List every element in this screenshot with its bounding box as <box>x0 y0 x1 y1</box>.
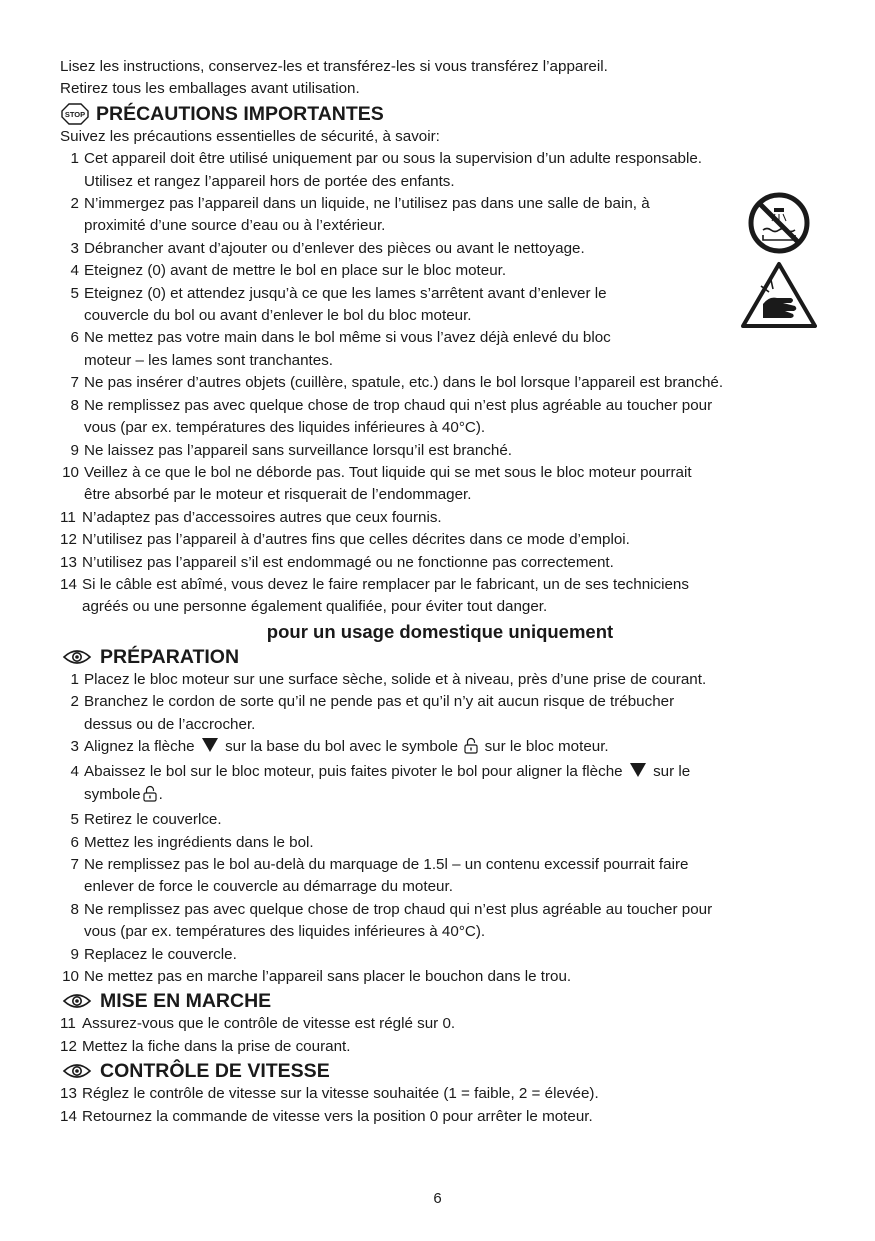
item-text: Replacez le couvercle. <box>84 945 237 963</box>
startup-heading <box>60 989 820 1013</box>
domestic-use-notice: pour un usage domestique uniquement <box>266 620 614 642</box>
preparation-heading <box>60 645 820 669</box>
item-text: Retournez la commande de vitesse vers la position 0 pour arrêter le moteur. <box>82 1107 593 1125</box>
item-text: dessus ou de l’accrocher. <box>84 715 256 733</box>
list-item <box>60 736 820 761</box>
eye-icon <box>60 646 94 668</box>
item-number: 6 <box>70 329 79 347</box>
item-text: Ne pas insérer d’autres objets (cuillère, spatule, etc.) dans le bol lorsque l’appareil est branché. <box>84 374 724 392</box>
item-number: 4 <box>70 262 79 280</box>
list-item-continued <box>60 484 820 506</box>
item-number: 1 <box>70 150 79 168</box>
item-number: 3 <box>70 737 79 755</box>
item-text: sur la base du bol avec le symbole <box>225 737 459 755</box>
manual-page <box>60 56 820 1128</box>
list-item-continued <box>60 171 820 193</box>
item-number: 2 <box>70 195 79 213</box>
list-item <box>60 283 820 305</box>
item-text: Mettez les ingrédients dans le bol. <box>84 833 314 851</box>
item-number: 7 <box>70 856 79 873</box>
item-text: agréés ou une personne également qualifiée, pour éviter tout danger. <box>82 598 548 616</box>
list-item <box>60 669 820 691</box>
eye-icon <box>60 990 94 1012</box>
item-number: 13 <box>60 1085 77 1103</box>
list-item <box>60 691 820 713</box>
list-item-continued <box>60 596 820 618</box>
item-text: Abaissez le bol sur le bloc moteur, puis faites pivoter le bol pour aligner la flèche <box>84 763 623 781</box>
item-number: 4 <box>70 763 79 781</box>
eye-icon <box>60 1060 94 1082</box>
list-item <box>60 1013 820 1035</box>
item-text: être absorbé par le moteur et risquerait de l’endommager. <box>84 486 472 504</box>
list-item <box>60 854 820 876</box>
item-number: 14 <box>60 575 77 593</box>
list-item-continued <box>60 305 820 327</box>
stop-icon-label: STOP <box>64 109 86 119</box>
item-number: 9 <box>70 441 79 459</box>
list-item <box>60 327 820 349</box>
item-text: Réglez le contrôle de vitesse sur la vitesse souhaitée (1 = faible, 2 = élevée). <box>82 1085 599 1103</box>
list-item-continued <box>60 417 820 439</box>
item-text: Assurez-vous que le contrôle de vitesse est réglé sur 0. <box>82 1015 456 1033</box>
item-number: 2 <box>70 693 79 711</box>
blade-warning-icon <box>743 264 815 326</box>
item-text: Placez le bloc moteur sur une surface sèche, solide et à niveau, près d’une prise de courant. <box>84 670 707 688</box>
item-text: Ne laissez pas l’appareil sans surveillance lorsqu’il est branché. <box>84 441 512 459</box>
list-item <box>60 1083 820 1105</box>
item-text: Alignez la flèche <box>84 737 195 755</box>
item-text: Ne remplissez pas avec quelque chose de trop chaud qui n’est plus agréable au toucher pour <box>84 396 713 414</box>
item-text: Branchez le cordon de sorte qu’il ne pende pas et qu’il n’y ait aucun risque de trébucher <box>84 693 675 711</box>
item-text: Eteignez (0) avant de mettre le bol en place sur le bloc moteur. <box>84 262 507 280</box>
item-number: 8 <box>70 396 79 414</box>
list-item <box>60 966 820 988</box>
arrow-down-icon <box>630 763 646 777</box>
list-item <box>60 761 820 783</box>
item-text: N’adaptez pas d’accessoires autres que ceux fournis. <box>82 508 442 526</box>
list-item <box>60 832 820 854</box>
item-text: Veillez à ce que le bol ne déborde pas. Tout liquide qui se met sous le bloc moteur pourrait <box>84 463 692 481</box>
stop-icon <box>60 103 90 125</box>
safety-pictogram-group <box>741 190 817 330</box>
list-item <box>60 462 820 484</box>
startup-list <box>60 1013 820 1058</box>
no-water-icon <box>751 195 807 251</box>
list-item-continued <box>60 350 820 372</box>
item-number: 11 <box>60 508 76 526</box>
list-item <box>60 440 820 462</box>
speed-heading <box>60 1059 820 1083</box>
item-text: symbole <box>84 785 141 803</box>
item-text: sur le <box>653 763 691 781</box>
item-number: 1 <box>70 670 79 688</box>
item-text: Utilisez et rangez l’appareil hors de portée des enfants. <box>84 172 455 190</box>
list-item <box>60 574 820 596</box>
item-text: Ne mettez pas en marche l’appareil sans placer le bouchon dans le trou. <box>84 968 572 986</box>
list-item <box>60 899 820 921</box>
item-text: N’utilisez pas l’appareil à d’autres fins que celles décrites dans ce mode d’emploi. <box>82 531 630 549</box>
item-number: 13 <box>60 553 77 571</box>
preparation-list <box>60 669 820 989</box>
item-number: 14 <box>60 1107 77 1125</box>
item-text: Débrancher avant d’ajouter ou d’enlever des pièces ou avant le nettoyage. <box>84 239 585 257</box>
precautions-title: PRÉCAUTIONS IMPORTANTES <box>96 102 384 125</box>
list-item <box>60 809 820 831</box>
item-text: couvercle du bol ou avant d’enlever le bol du bloc moteur. <box>84 307 472 325</box>
preparation-title: PRÉPARATION <box>100 645 240 668</box>
list-item <box>60 944 820 966</box>
item-text: N’utilisez pas l’appareil s’il est endommagé ou ne fonctionne pas correctement. <box>82 553 614 571</box>
item-number: 10 <box>62 968 79 986</box>
item-number: 10 <box>62 463 79 481</box>
list-item <box>60 260 820 282</box>
list-item <box>60 372 820 394</box>
precautions-list <box>60 148 820 619</box>
item-text: vous (par ex. températures des liquides inférieures à 40°C). <box>84 923 486 941</box>
list-item <box>60 1036 820 1058</box>
item-number: 11 <box>60 1015 76 1033</box>
item-number: 12 <box>60 531 77 549</box>
item-text: N’immergez pas l’appareil dans un liquide, ne l’utilisez pas dans une salle de bain, à <box>84 195 650 213</box>
speed-list <box>60 1083 820 1128</box>
item-text: proximité d’une source d’eau ou à l’extérieur. <box>84 217 386 235</box>
item-number: 3 <box>70 239 79 257</box>
intro-line: Lisez les instructions, conservez-les et transférez-les si vous transférez l’appareil. <box>60 58 608 75</box>
item-text: . <box>158 785 163 803</box>
list-item-continued <box>60 215 820 237</box>
list-item <box>60 1106 820 1128</box>
item-text: Mettez la fiche dans la prise de courant. <box>82 1037 351 1055</box>
list-item-continued <box>60 921 820 943</box>
lock-icon <box>464 737 478 761</box>
item-number: 7 <box>70 374 79 392</box>
page-number: 6 <box>433 1190 442 1207</box>
list-item <box>60 193 820 215</box>
list-item <box>60 238 820 260</box>
item-text: Eteignez (0) et attendez jusqu’à ce que les lames s’arrêtent avant d’enlever le <box>84 284 607 302</box>
list-item <box>60 529 820 551</box>
list-item <box>60 552 820 574</box>
list-item <box>60 148 820 170</box>
item-text: Si le câble est abîmé, vous devez le faire remplacer par le fabricant, un de ses techniciens <box>82 575 689 593</box>
list-item <box>60 395 820 417</box>
item-text: Ne remplissez pas avec quelque chose de trop chaud qui n’est plus agréable au toucher pour <box>84 900 713 918</box>
item-number: 5 <box>70 284 79 302</box>
item-text: Retirez le couverlce. <box>84 811 222 829</box>
intro-line: Retirez tous les emballages avant utilisation. <box>60 80 360 98</box>
precautions-heading <box>60 102 820 126</box>
item-text: Cet appareil doit être utilisé uniquement par ou sous la supervision d’un adulte responsable. <box>84 150 703 168</box>
item-text: Ne remplissez pas le bol au-delà du marquage de 1.5l – un contenu excessif pourrait faire <box>84 856 689 873</box>
item-text: Ne mettez pas votre main dans le bol même si vous l’avez déjà enlevé du bloc <box>84 329 611 347</box>
item-number: 8 <box>70 900 79 918</box>
list-item <box>60 507 820 529</box>
speed-title: CONTRÔLE DE VITESSE <box>100 1060 330 1083</box>
item-text: moteur – les lames sont tranchantes. <box>84 351 334 369</box>
list-item-continued <box>60 714 820 736</box>
item-number: 12 <box>60 1037 77 1055</box>
safety-pictograms <box>741 190 817 335</box>
item-text: vous (par ex. températures des liquides inférieures à 40°C). <box>84 419 486 437</box>
item-number: 5 <box>70 811 79 829</box>
list-item-continued <box>60 784 820 809</box>
item-number: 6 <box>70 833 79 851</box>
item-text: enlever de force le couvercle au démarrage du moteur. <box>84 878 453 896</box>
item-number: 9 <box>70 945 79 963</box>
lock-icon <box>143 785 157 809</box>
precautions-lead: Suivez les précautions essentielles de sécurité, à savoir: <box>60 127 440 145</box>
list-item-continued <box>60 876 820 898</box>
item-text: sur le bloc moteur. <box>484 737 609 755</box>
arrow-down-icon <box>202 738 218 752</box>
startup-title: MISE EN MARCHE <box>100 990 272 1013</box>
